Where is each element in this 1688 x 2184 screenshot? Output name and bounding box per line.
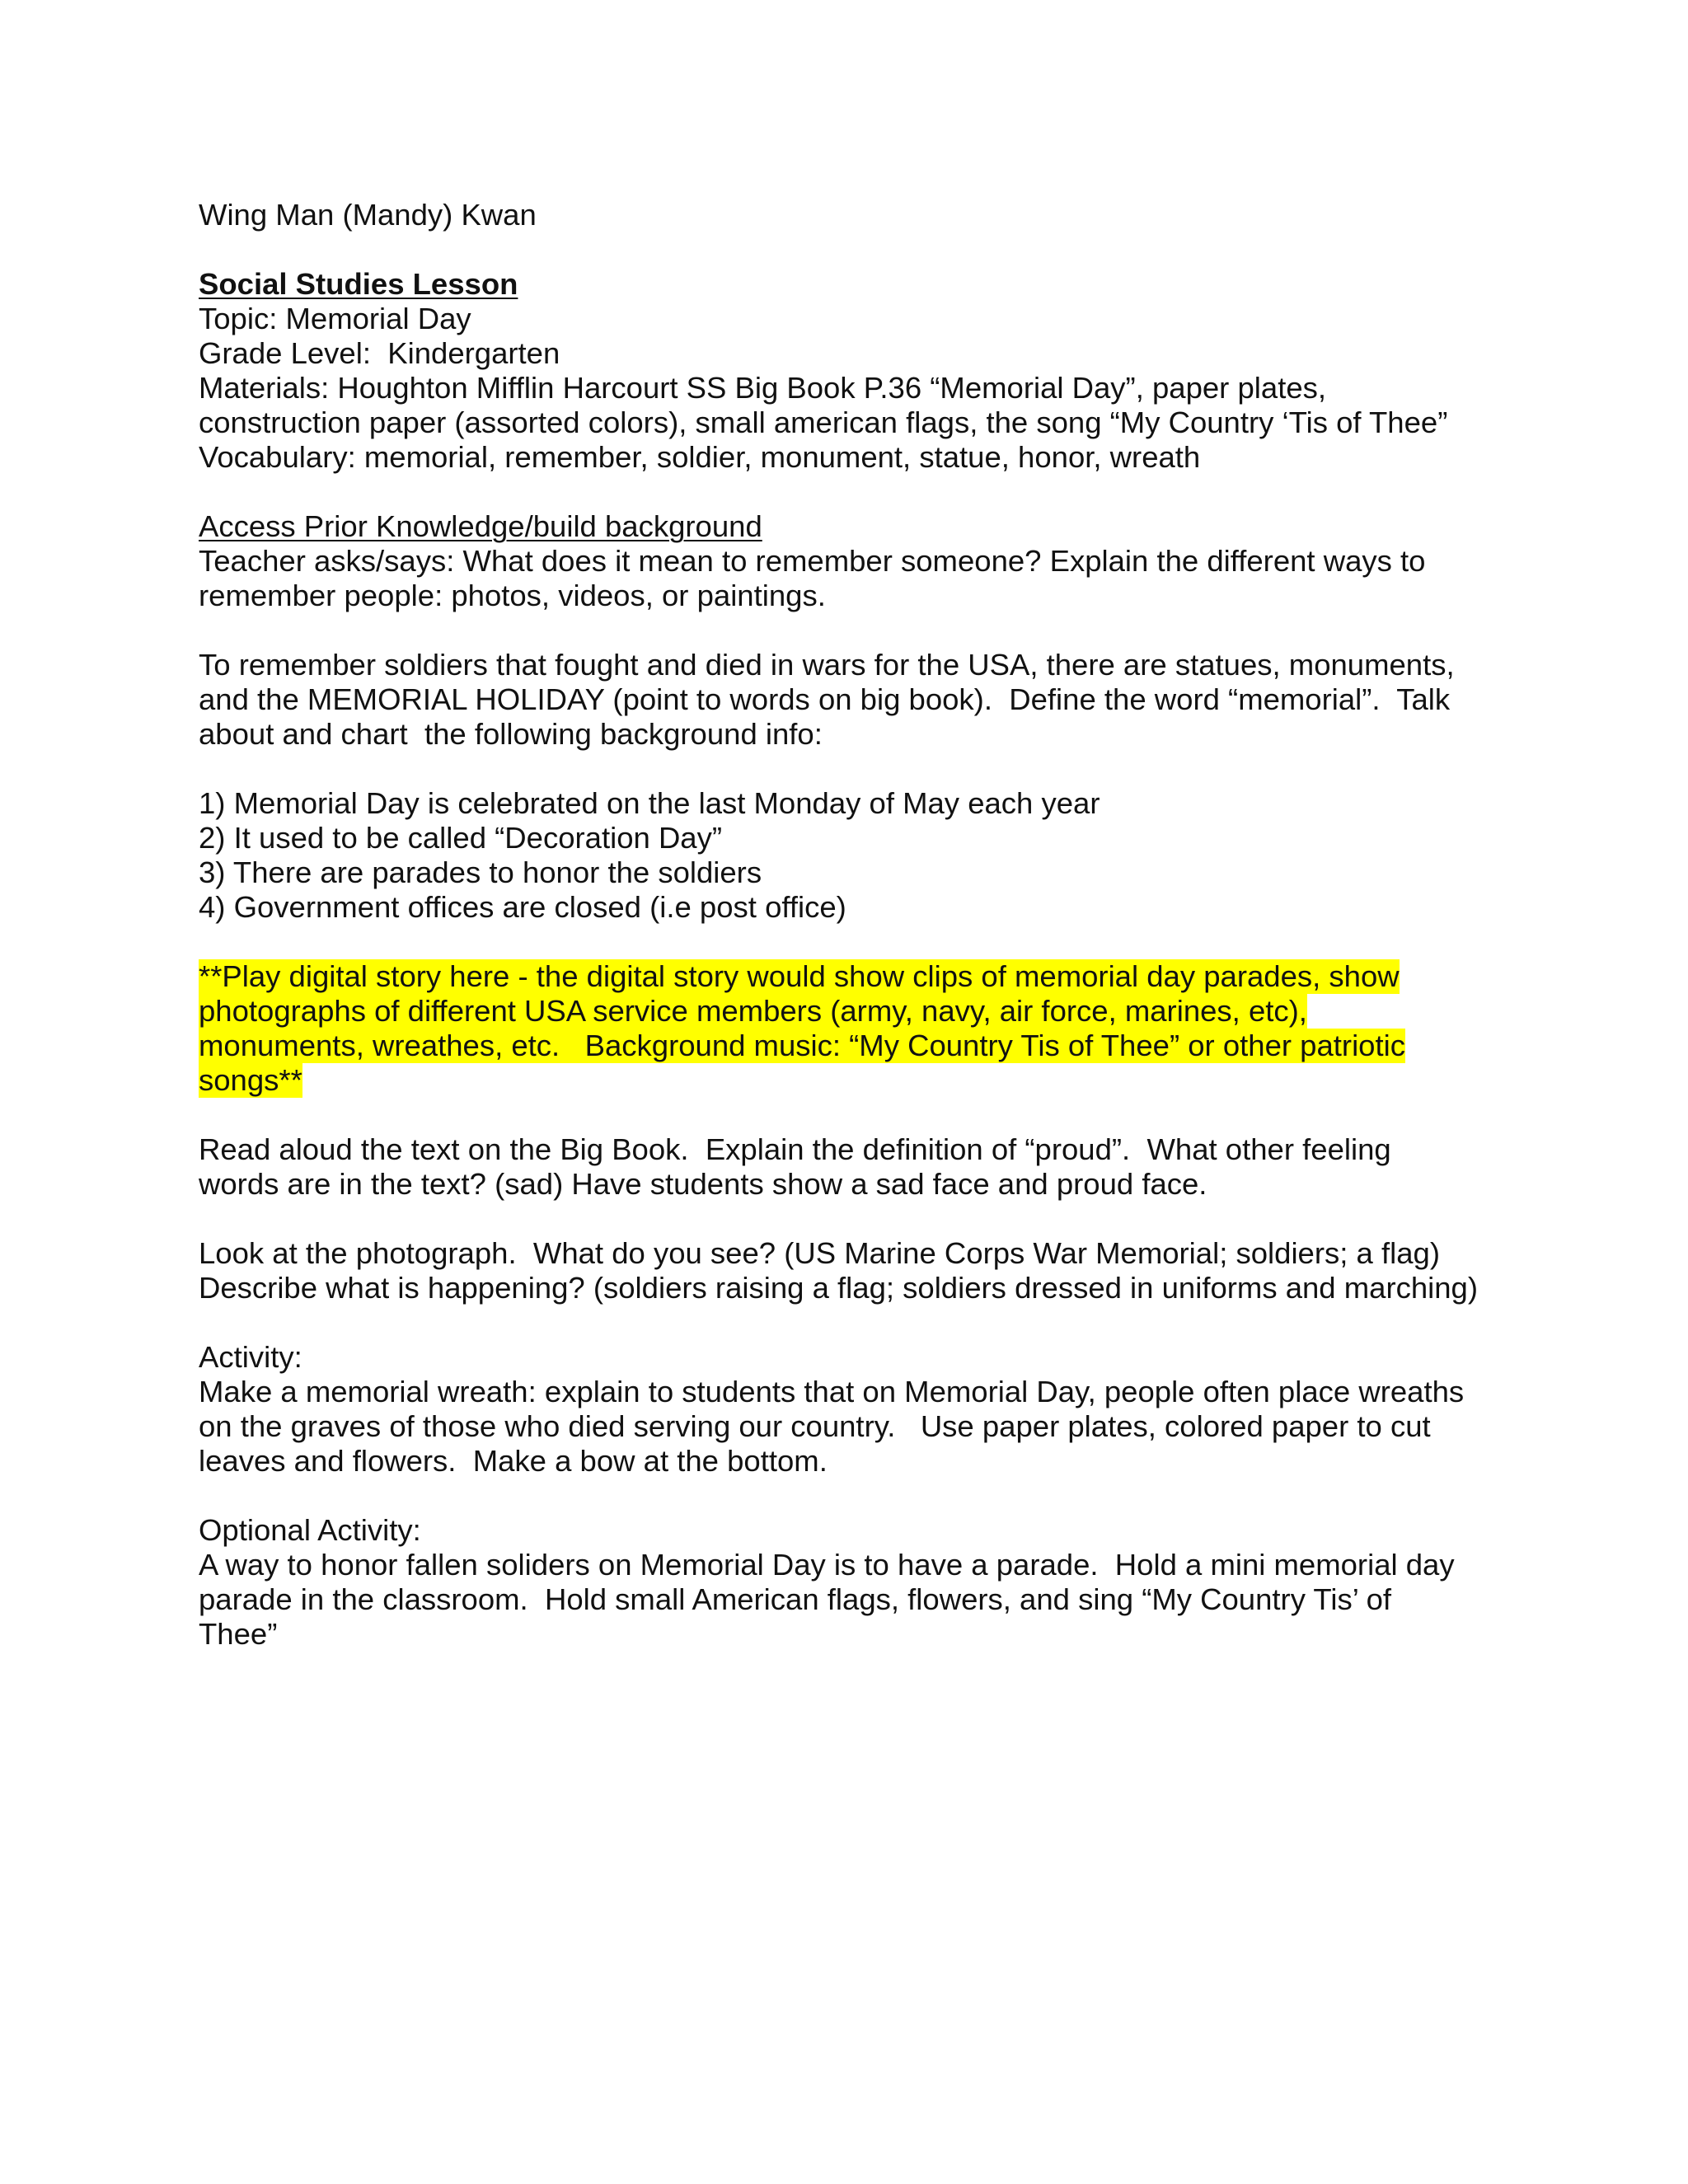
activity-line-3: leaves and flowers. Make a bow at the bottom.: [199, 1444, 828, 1478]
fact-item: 3) There are parades to honor the soldiers: [199, 855, 762, 889]
spacer: [199, 1202, 1501, 1236]
materials-line-2: construction paper (assorted colors), small american flags, the song “My Country ‘Tis of Thee”: [199, 405, 1448, 439]
read-aloud-line-1: Read aloud the text on the Big Book. Explain the definition of “proud”. What other feeling: [199, 1132, 1391, 1166]
optional-activity-heading: Optional Activity:: [199, 1513, 421, 1547]
background-line-1: To remember soldiers that fought and died in wars for the USA, there are statues, monuments,: [199, 648, 1455, 682]
optional-activity-line-2: parade in the classroom. Hold small American flags, flowers, and sing “My Country Tis’ of: [199, 1582, 1392, 1616]
spacer: [199, 752, 1501, 786]
read-aloud-line-2: words are in the text? (sad) Have students show a sad face and proud face.: [199, 1167, 1207, 1201]
activity-heading: Activity:: [199, 1340, 302, 1374]
fact-item: 4) Government offices are closed (i.e post office): [199, 890, 846, 924]
digital-story-highlight-line-3: monuments, wreathes, etc. Background music: “My Country Tis of Thee” or other patriotic: [199, 1029, 1405, 1062]
photograph-line-2: Describe what is happening? (soldiers raising a flag; soldiers dressed in uniforms and marching): [199, 1271, 1479, 1305]
topic-line: Topic: Memorial Day: [199, 302, 471, 335]
background-line-2: and the MEMORIAL HOLIDAY (point to words on big book). Define the word “memorial”. Talk: [199, 682, 1451, 716]
spacer: [199, 1098, 1501, 1132]
grade-line: Grade Level: Kindergarten: [199, 336, 560, 370]
optional-activity-line-1: A way to honor fallen soliders on Memorial Day is to have a parade. Hold a mini memorial day: [199, 1548, 1455, 1582]
fact-item: 2) It used to be called “Decoration Day”: [199, 821, 723, 855]
digital-story-highlight-line-4: songs**: [199, 1063, 302, 1097]
lesson-title: Social Studies Lesson: [199, 267, 518, 301]
optional-activity-line-3: Thee”: [199, 1617, 278, 1651]
spacer: [199, 613, 1501, 648]
vocabulary-line: Vocabulary: memorial, remember, soldier, monument, statue, honor, wreath: [199, 440, 1201, 474]
spacer: [199, 232, 1501, 267]
photograph-line-1: Look at the photograph. What do you see? (US Marine Corps War Memorial; soldiers; a flag): [199, 1236, 1440, 1270]
prior-knowledge-line-2: remember people: photos, videos, or paintings.: [199, 579, 826, 612]
author-name: Wing Man (Mandy) Kwan: [199, 198, 537, 232]
digital-story-highlight-line-2: photographs of different USA service members (army, navy, air force, marines, etc),: [199, 994, 1307, 1028]
activity-line-2: on the graves of those who died serving our country. Use paper plates, colored paper to cut: [199, 1409, 1431, 1443]
document-page: [199, 198, 1501, 1652]
prior-knowledge-heading: Access Prior Knowledge/build background: [199, 509, 762, 543]
materials-line-1: Materials: Houghton Mifflin Harcourt SS Big Book P.36 “Memorial Day”, paper plates,: [199, 371, 1327, 405]
spacer: [199, 925, 1501, 959]
digital-story-highlight-line-1: **Play digital story here - the digital story would show clips of memorial day parades, show: [199, 959, 1400, 993]
activity-line-1: Make a memorial wreath: explain to students that on Memorial Day, people often place wreaths: [199, 1375, 1465, 1408]
prior-knowledge-line-1: Teacher asks/says: What does it mean to remember someone? Explain the different ways to: [199, 544, 1426, 578]
spacer: [199, 1479, 1501, 1513]
spacer: [199, 475, 1501, 509]
background-line-3: about and chart the following background info:: [199, 717, 823, 751]
fact-item: 1) Memorial Day is celebrated on the last Monday of May each year: [199, 786, 1100, 820]
spacer: [199, 1305, 1501, 1340]
